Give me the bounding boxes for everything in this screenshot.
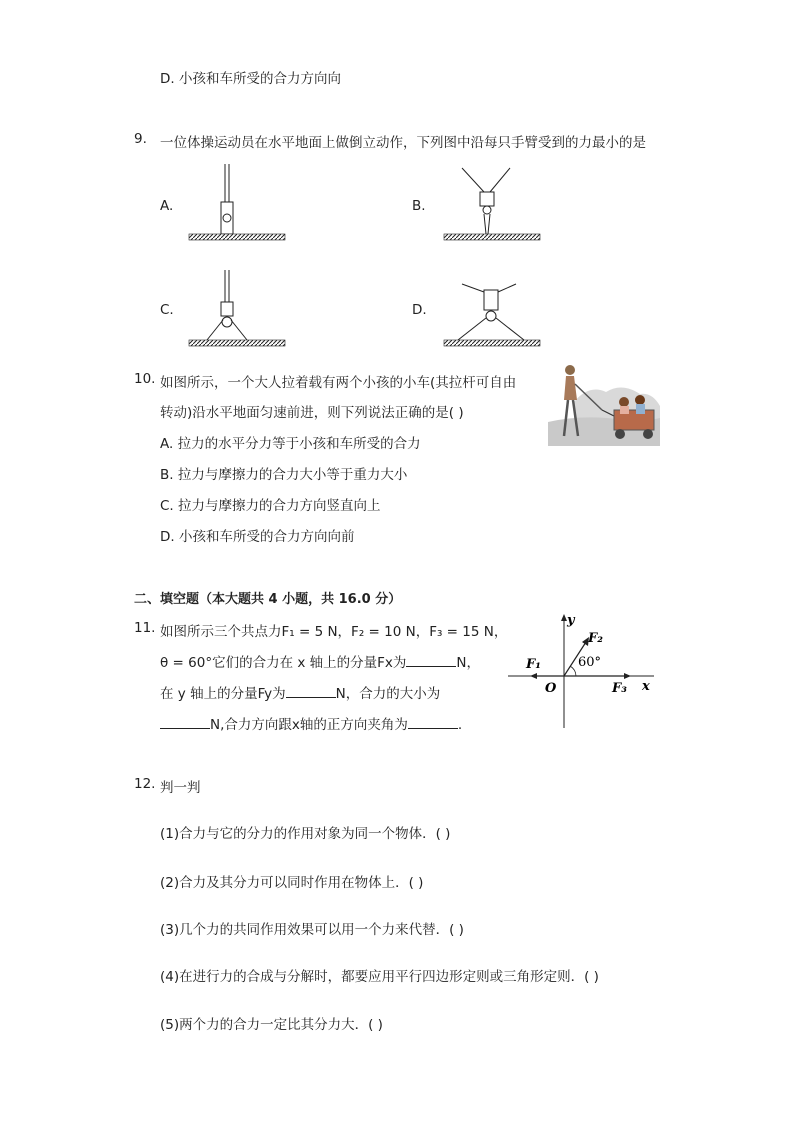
y-axis-label: y <box>567 613 575 628</box>
q11-number: 11. <box>134 620 156 636</box>
q10-number: 10. <box>134 371 156 387</box>
origin-label: O <box>545 681 557 696</box>
f3-label: F₃ <box>612 681 627 696</box>
q11-blank-fy[interactable] <box>286 685 336 698</box>
q12-title: 判一判 <box>160 780 201 796</box>
section2-heading: 二、填空题（本大题共 4 小题，共 16.0 分） <box>134 592 402 607</box>
q9-figure-c <box>185 268 290 350</box>
q11-line1: 如图所示三个共点力F₁ = 5 N，F₂ = 10 N，F₃ = 15 N， <box>160 624 508 640</box>
q9-option-b-label: B. <box>412 198 426 214</box>
q11-force-diagram <box>504 612 664 732</box>
q9-number: 9. <box>134 131 147 147</box>
q10-option-c: C. 拉力与摩擦力的合力方向竖直向上 <box>160 498 381 514</box>
x-axis-label: x <box>642 679 650 694</box>
f1-arrowhead-icon <box>530 673 537 679</box>
q10-illustration-adult-pulling-wagon <box>544 362 662 446</box>
q11-line4-end: . <box>457 717 463 733</box>
q10-option-a: A. 拉力的水平分力等于小孩和车所受的合力 <box>160 436 421 452</box>
q11-line3-unit: N，合力的大小为 <box>335 686 441 702</box>
q9-option-a-label: A. <box>160 198 174 214</box>
q9-figure-b <box>440 162 545 244</box>
q12-item-2: (2)合力及其分力可以同时作用在物体上．( ) <box>160 875 424 891</box>
q11-line3 <box>160 682 440 702</box>
q11-line4-text: N,合力方向跟x轴的正方向夹角为 <box>210 717 408 733</box>
q9-figure-d <box>440 268 545 350</box>
f3-arrowhead-icon <box>624 673 631 679</box>
angle-arc <box>570 666 576 676</box>
q11-line2-unit: N， <box>456 655 481 671</box>
q10-option-b: B. 拉力与摩擦力的合力大小等于重力大小 <box>160 467 408 483</box>
f2-label: F₂ <box>588 631 603 646</box>
q10-stem-line1: 如图所示，一个大人拉着载有两个小孩的小车(其拉杆可自由 <box>160 375 517 391</box>
q12-number: 12. <box>134 776 156 792</box>
q8-option-d: D. 小孩和车所受的合力方向向 <box>160 71 341 87</box>
q10-option-d: D. 小孩和车所受的合力方向向前 <box>160 529 355 545</box>
angle-label: 60° <box>578 655 602 670</box>
q11-blank-angle[interactable] <box>408 716 458 729</box>
q11-line2-text: θ = 60°它们的合力在 x 轴上的分量Fx为 <box>160 655 407 671</box>
q9-option-d-label: D. <box>412 302 427 318</box>
q10-stem-line2: 转动)沿水平地面匀速前进，则下列说法正确的是( ) <box>160 405 464 421</box>
q11-blank-magnitude[interactable] <box>160 716 210 729</box>
q9-stem: 一位体操运动员在水平地面上做倒立动作，下列图中沿每只手臂受到的力最小的是 <box>160 135 646 151</box>
q11-line3-text: 在 y 轴上的分量Fy为 <box>160 686 286 702</box>
f1-label: F₁ <box>526 657 541 672</box>
q12-item-1: (1)合力与它的分力的作用对象为同一个物体．( ) <box>160 826 451 842</box>
q12-item-4: (4)在进行力的合成与分解时，都要应用平行四边形定则或三角形定则．( ) <box>160 969 599 985</box>
q9-option-c-label: C. <box>160 302 174 318</box>
q11-line4 <box>160 713 462 733</box>
q11-line2 <box>160 651 480 671</box>
q12-item-3: (3)几个力的共同作用效果可以用一个力来代替．( ) <box>160 922 464 938</box>
q9-figure-a <box>185 162 290 244</box>
q12-item-5: (5)两个力的合力一定比其分力大．( ) <box>160 1017 383 1033</box>
q11-blank-fx[interactable] <box>406 654 456 667</box>
